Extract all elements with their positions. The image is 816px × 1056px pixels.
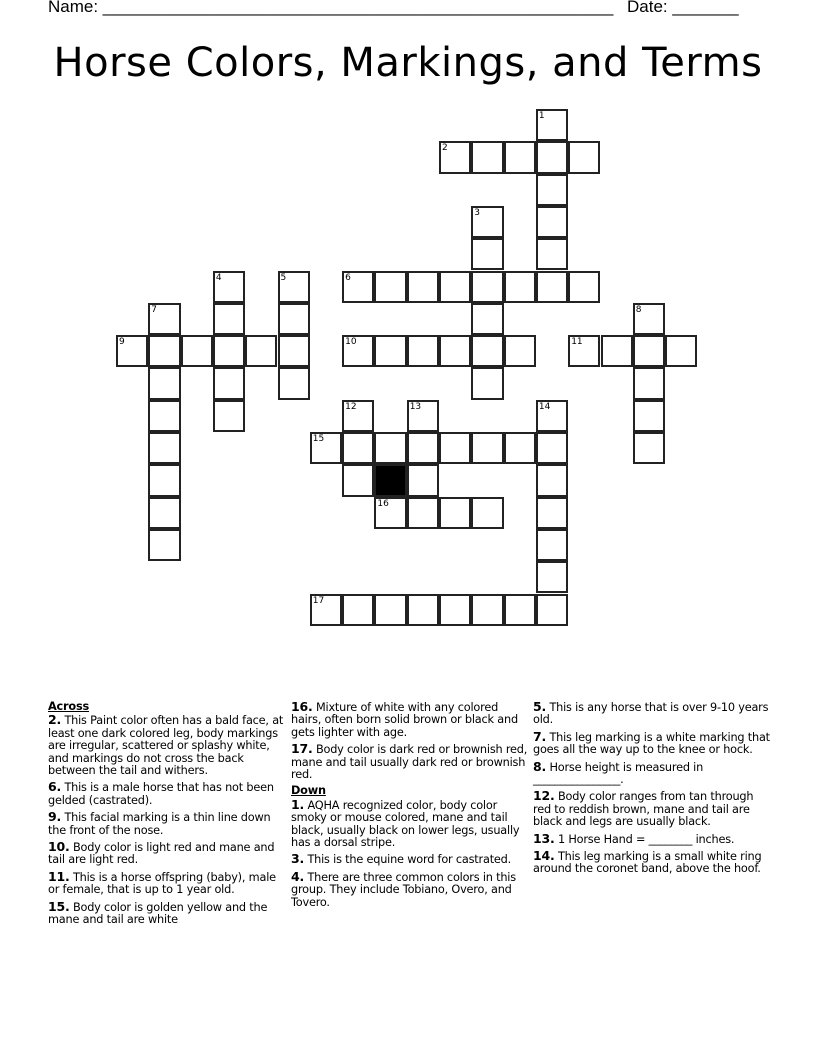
grid-cell[interactable] bbox=[471, 335, 503, 367]
grid-cell[interactable] bbox=[310, 594, 342, 626]
grid-cell[interactable] bbox=[213, 303, 245, 335]
clue-number-label: 1 bbox=[538, 111, 545, 121]
grid-cell[interactable] bbox=[504, 432, 536, 464]
clues-column-2 bbox=[291, 701, 529, 913]
grid-cell[interactable] bbox=[568, 335, 600, 367]
clue-down-14 bbox=[533, 850, 771, 876]
grid-cell[interactable] bbox=[342, 400, 374, 432]
clue-number: 2. bbox=[48, 712, 62, 728]
clue-text: 1 Horse Hand = ________ inches. bbox=[557, 832, 735, 846]
clue-text: This leg marking is a white marking that goes all the way up to the knee or hock. bbox=[533, 730, 770, 757]
clue-number: 13. bbox=[533, 830, 555, 846]
clue-across-17 bbox=[291, 743, 529, 781]
grid-cell[interactable] bbox=[633, 432, 665, 464]
clue-number-label: 5 bbox=[280, 272, 287, 283]
grid-cell[interactable] bbox=[342, 271, 374, 303]
grid-cell[interactable] bbox=[536, 141, 568, 173]
clue-number: 12. bbox=[533, 788, 555, 804]
clue-number: 16. bbox=[291, 699, 313, 714]
name-field-label: Name: ______________________________________________________ bbox=[48, 0, 614, 16]
clue-number-label: 4 bbox=[215, 272, 222, 283]
grid-cell[interactable] bbox=[471, 238, 503, 270]
across-heading: Across bbox=[48, 700, 90, 713]
grid-cell[interactable] bbox=[181, 335, 213, 367]
clue-across-9 bbox=[48, 811, 286, 837]
clue-number: 9. bbox=[48, 809, 62, 825]
clue-text: This Paint color often has a bald face, at least one dark colored leg, body markings are irregular, scattered or splashy white, and markings do not cross the back between the tail and withers. bbox=[48, 714, 284, 778]
clue-text: Body color is golden yellow and the mane and tail are white bbox=[48, 900, 268, 927]
grid-cell[interactable] bbox=[536, 432, 568, 464]
clues-column-3 bbox=[533, 701, 771, 880]
grid-cell[interactable] bbox=[536, 206, 568, 238]
grid-cell[interactable] bbox=[278, 303, 310, 335]
date-field-label: Date: _______ bbox=[627, 0, 739, 16]
clue-number: 11. bbox=[48, 868, 70, 884]
clue-number: 17. bbox=[291, 741, 313, 757]
grid-cell[interactable] bbox=[568, 271, 600, 303]
clue-text: Body color is light red and mane and tail are light red. bbox=[48, 841, 275, 867]
clue-text: This is a horse offspring (baby), male or female, that is up to 1 year old. bbox=[48, 870, 276, 897]
clue-number-label: 9 bbox=[119, 337, 125, 348]
clue-number-label: 15 bbox=[312, 434, 325, 444]
grid-cell[interactable] bbox=[633, 367, 665, 399]
grid-cell[interactable] bbox=[213, 271, 245, 303]
grid-cell[interactable] bbox=[536, 464, 568, 496]
grid-cell[interactable] bbox=[633, 303, 665, 335]
grid-cell[interactable] bbox=[278, 271, 310, 303]
clue-number-label: 6 bbox=[345, 272, 351, 283]
grid-cell[interactable] bbox=[407, 497, 439, 529]
clue-text: Mixture of white with any colored hairs, often born solid brown or black and gets lighter with age. bbox=[291, 701, 518, 739]
grid-cell[interactable] bbox=[148, 464, 180, 496]
grid-cell[interactable] bbox=[536, 497, 568, 529]
grid-cell[interactable] bbox=[633, 400, 665, 432]
grid-cell[interactable] bbox=[407, 335, 439, 367]
grid-cell[interactable] bbox=[439, 335, 471, 367]
grid-cell[interactable] bbox=[665, 335, 697, 367]
grid-cell[interactable] bbox=[374, 335, 406, 367]
clue-across-11 bbox=[48, 868, 286, 897]
clue-number: 15. bbox=[48, 898, 70, 914]
grid-cell[interactable] bbox=[471, 303, 503, 335]
clue-text: AQHA recognized color, body color smoky or mouse colored, mane and tail black, usually black on lower legs, usually has a dorsal stripe. bbox=[291, 798, 520, 850]
grid-cell[interactable] bbox=[504, 141, 536, 173]
grid-cell[interactable] bbox=[148, 432, 180, 464]
grid-cell[interactable] bbox=[504, 594, 536, 626]
grid-cell[interactable] bbox=[407, 432, 439, 464]
grid-cell[interactable] bbox=[601, 335, 633, 367]
grid-cell[interactable] bbox=[116, 335, 148, 367]
grid-cell[interactable] bbox=[148, 497, 180, 529]
grid-cell[interactable] bbox=[342, 432, 374, 464]
clue-number-label: 3 bbox=[474, 207, 481, 218]
grid-cell[interactable] bbox=[439, 141, 471, 173]
grid-cell[interactable] bbox=[213, 400, 245, 432]
grid-cell[interactable] bbox=[278, 335, 310, 367]
grid-cell[interactable] bbox=[439, 432, 471, 464]
grid-cell[interactable] bbox=[374, 271, 406, 303]
grid-cell[interactable] bbox=[536, 400, 568, 432]
clue-text: Body color ranges from tan through red to reddish brown, mane and tail are black and legs are usually black. bbox=[533, 790, 754, 829]
grid-cell[interactable] bbox=[278, 367, 310, 399]
clue-down-13 bbox=[533, 830, 771, 846]
clue-number-label: 12 bbox=[345, 401, 357, 412]
grid-cell[interactable] bbox=[471, 141, 503, 173]
grid-cell[interactable] bbox=[374, 432, 406, 464]
down-heading: Down bbox=[291, 784, 326, 798]
clue-across-10 bbox=[48, 841, 286, 867]
grid-cell[interactable] bbox=[536, 561, 568, 593]
grid-cell[interactable] bbox=[148, 367, 180, 399]
grid-cell[interactable] bbox=[148, 303, 180, 335]
clue-number-label: 17 bbox=[312, 595, 325, 606]
clue-across-16 bbox=[291, 701, 529, 739]
clue-text: Body color is dark red or brownish red, mane and tail usually dark red or brownish red. bbox=[291, 743, 528, 782]
clue-down-4 bbox=[291, 868, 529, 909]
grid-cell[interactable] bbox=[310, 432, 342, 464]
clue-across-15 bbox=[48, 898, 286, 927]
grid-cell[interactable] bbox=[536, 109, 568, 141]
clue-down-8 bbox=[533, 758, 771, 787]
grid-cell[interactable] bbox=[148, 335, 180, 367]
clue-number: 5. bbox=[533, 699, 547, 714]
grid-cell[interactable] bbox=[439, 594, 471, 626]
grid-cell[interactable] bbox=[439, 271, 471, 303]
grid-cell[interactable] bbox=[536, 174, 568, 206]
grid-cell[interactable] bbox=[342, 335, 374, 367]
grid-cell[interactable] bbox=[245, 335, 277, 367]
clue-number-label: 8 bbox=[635, 304, 642, 315]
clue-number: 3. bbox=[291, 851, 305, 867]
grid-cell[interactable] bbox=[374, 497, 406, 529]
grid-cell[interactable] bbox=[374, 594, 406, 626]
clue-down-1 bbox=[291, 796, 529, 850]
clue-down-12 bbox=[533, 790, 771, 828]
clue-number: 7. bbox=[533, 728, 547, 744]
clue-across-2 bbox=[48, 714, 286, 777]
clue-text: This facial marking is a thin line down the front of the nose. bbox=[48, 811, 271, 837]
grid-cell[interactable] bbox=[407, 464, 439, 496]
clue-text: This leg marking is a small white ring around the coronet band, above the hoof. bbox=[533, 850, 762, 876]
grid-cell[interactable] bbox=[536, 271, 568, 303]
clue-number: 10. bbox=[48, 839, 70, 855]
grid-cell[interactable] bbox=[504, 335, 536, 367]
crossword-grid bbox=[117, 110, 717, 640]
clues-column-1 bbox=[48, 701, 286, 931]
grid-cell[interactable] bbox=[439, 497, 471, 529]
grid-cell[interactable] bbox=[407, 400, 439, 432]
grid-cell[interactable] bbox=[148, 400, 180, 432]
clue-number-label: 11 bbox=[571, 337, 583, 348]
clue-number-label: 2 bbox=[442, 143, 448, 154]
clue-text: This is the equine word for castrated. bbox=[307, 853, 512, 867]
grid-cell[interactable] bbox=[471, 432, 503, 464]
clue-down-5 bbox=[533, 701, 771, 727]
grid-cell[interactable] bbox=[536, 529, 568, 561]
clue-number: 1. bbox=[291, 796, 305, 812]
grid-cell[interactable] bbox=[633, 335, 665, 367]
clue-number: 6. bbox=[48, 779, 62, 795]
clue-down-7 bbox=[533, 728, 771, 757]
clue-number: 8. bbox=[533, 758, 547, 774]
clue-text: Horse height is measured in ________________. bbox=[533, 760, 704, 787]
grid-cell[interactable] bbox=[407, 271, 439, 303]
grid-cell[interactable] bbox=[471, 497, 503, 529]
grid-cell[interactable] bbox=[213, 367, 245, 399]
grid-cell[interactable] bbox=[568, 141, 600, 173]
page-title: Horse Colors, Markings, and Terms bbox=[53, 40, 763, 86]
grid-cell[interactable] bbox=[536, 594, 568, 626]
grid-cell[interactable] bbox=[148, 529, 180, 561]
grid-cell[interactable] bbox=[342, 594, 374, 626]
grid-cell[interactable] bbox=[471, 367, 503, 399]
clue-number-label: 13 bbox=[409, 401, 422, 412]
grid-cell[interactable] bbox=[536, 238, 568, 270]
clue-text: This is any horse that is over 9-10 years old. bbox=[533, 701, 769, 727]
clue-number-label: 16 bbox=[377, 498, 389, 509]
clue-number-label: 7 bbox=[151, 304, 158, 315]
grid-cell[interactable] bbox=[213, 335, 245, 367]
clue-number-label: 14 bbox=[538, 401, 551, 412]
clue-text: There are three common colors in this group. They include Tobiano, Overo, and Tovero. bbox=[291, 870, 516, 909]
clue-number-label: 10 bbox=[345, 337, 357, 348]
grid-cell[interactable] bbox=[471, 206, 503, 238]
clue-down-3 bbox=[291, 853, 529, 866]
grid-cell[interactable] bbox=[471, 271, 503, 303]
clue-across-6 bbox=[48, 781, 286, 807]
clue-number: 4. bbox=[291, 868, 305, 884]
grid-cell[interactable] bbox=[407, 594, 439, 626]
black-cell bbox=[374, 464, 406, 496]
grid-cell[interactable] bbox=[471, 594, 503, 626]
clue-number: 14. bbox=[533, 848, 555, 864]
grid-cell[interactable] bbox=[342, 464, 374, 496]
grid-cell[interactable] bbox=[504, 271, 536, 303]
clue-text: This is a male horse that has not been gelded (castrated). bbox=[48, 781, 274, 807]
